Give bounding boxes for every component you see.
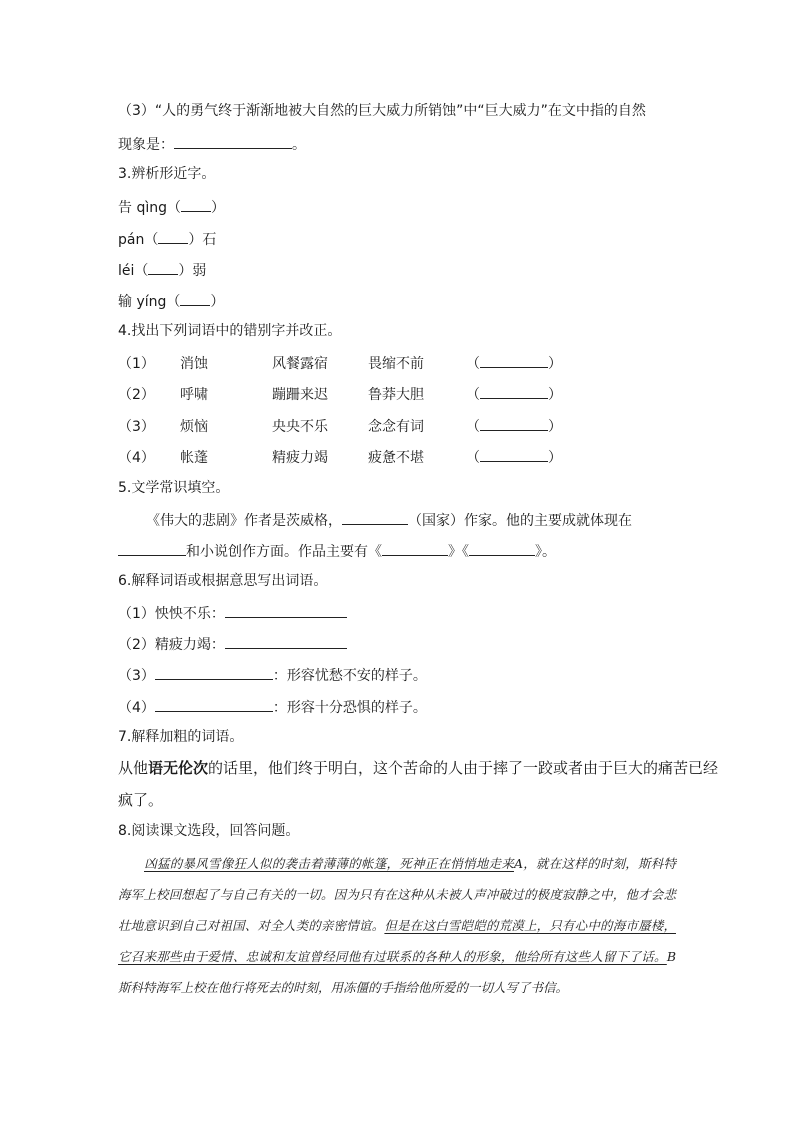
- q3-item-after: ）: [211, 200, 225, 216]
- q3-answer-blank[interactable]: [181, 196, 211, 212]
- q4-answer-blank[interactable]: [480, 415, 548, 431]
- q4-bracket-open: （: [466, 419, 480, 435]
- q6-item-4: [118, 696, 427, 718]
- q4-row-num: （1）: [118, 356, 155, 372]
- q4-bracket-close: ）: [548, 419, 562, 435]
- q5-text: （国家）作家。他的主要成就体现在: [408, 513, 632, 529]
- q4-bracket-open: （: [466, 450, 480, 466]
- q4-word: 鲁莽大胆: [368, 387, 424, 403]
- q7-title: 7.解释加粗的词语。: [118, 729, 244, 745]
- q6-item-3: [118, 664, 427, 686]
- q5-line-1: [146, 509, 632, 531]
- q3-item-3: [118, 259, 206, 281]
- q7-text: 从他: [118, 759, 149, 777]
- q5-text: 和小说创作方面。作品主要有《: [186, 544, 382, 560]
- q5-genre-blank[interactable]: [118, 540, 186, 556]
- q2-sub3-line2: [118, 133, 306, 155]
- q8-title: 8.阅读课文选段，回答问题。: [118, 823, 300, 839]
- q4-word: 帐蓬: [180, 450, 208, 466]
- q6-answer-blank[interactable]: [155, 664, 273, 680]
- passage-mark-b: B: [666, 949, 676, 964]
- q6-item-2: [118, 633, 347, 655]
- q3-item-after: ）弱: [178, 263, 207, 279]
- q4-bracket-close: ）: [548, 450, 562, 466]
- q4-title: 4.找出下列词语中的错别字并改正。: [118, 323, 342, 339]
- q6-item-text: 精疲力竭：: [154, 637, 225, 653]
- q4-bracket-open: （: [466, 387, 480, 403]
- q4-word: 消蚀: [180, 356, 208, 372]
- q5-title: 5.文学常识填空。: [118, 480, 230, 496]
- q6-item-text: ：形容忧愁不安的样子。: [272, 668, 427, 684]
- q3-item-4: [118, 290, 224, 312]
- passage-mark-a: A: [513, 856, 523, 871]
- q6-item-text: ：形容十分恐惧的样子。: [272, 700, 427, 716]
- q6-item-num: （3）: [118, 668, 155, 684]
- q3-title: 3.辨析形近字。: [118, 166, 216, 182]
- q4-word: 呼啸: [180, 387, 208, 403]
- q4-bracket-close: ）: [548, 387, 562, 403]
- q4-answer-blank[interactable]: [480, 352, 548, 368]
- q4-word: 央央不乐: [272, 419, 328, 435]
- q4-answer-blank[interactable]: [480, 446, 548, 462]
- q4-word: 畏缩不前: [368, 356, 424, 372]
- q2-suffix: 。: [292, 137, 306, 153]
- q3-answer-blank[interactable]: [158, 228, 188, 244]
- q2-prefix: 现象是：: [118, 137, 174, 153]
- q4-row-num: （4）: [118, 450, 155, 466]
- q3-item-1: [118, 196, 225, 218]
- q6-item-num: （2）: [118, 637, 155, 653]
- q3-item-2: [118, 228, 216, 250]
- q3-answer-blank[interactable]: [148, 259, 178, 275]
- q4-word: 精疲力竭: [272, 450, 328, 466]
- q4-word: 念念有词: [368, 419, 424, 435]
- passage-text: 斯科特海军上校在他行将死去的时刻，用冻僵的手指给他所爱的一切人写了书信。: [118, 980, 569, 995]
- q8-passage: [118, 848, 676, 1003]
- q5-work-blank[interactable]: [469, 540, 535, 556]
- q6-item-text: 怏怏不乐：: [154, 606, 225, 622]
- q3-item-before: 输 yíng（: [118, 294, 181, 310]
- q3-answer-blank[interactable]: [180, 290, 210, 306]
- q7-sentence-line-1: [118, 758, 718, 778]
- q7-sentence-line-2: 疯了。: [118, 791, 164, 809]
- underlined-sentence-a: 凶猛的暴风雪像狂人似的袭击着薄薄的帐篷，死神正在悄悄地走来: [144, 856, 514, 871]
- q7-text: 的话里，他们终于明白，这个苦命的人由于摔了一跤或者由于巨大的痛苦已经: [208, 759, 719, 777]
- q6-answer-blank[interactable]: [225, 602, 347, 618]
- q4-row-num: （2）: [118, 387, 155, 403]
- q6-answer-blank[interactable]: [225, 633, 347, 649]
- q3-item-before: 告 qìng（: [118, 200, 181, 216]
- q5-text: 》《: [448, 544, 469, 560]
- q4-row-num: （3）: [118, 419, 155, 435]
- q6-item-1: [118, 602, 347, 624]
- q5-country-blank[interactable]: [342, 509, 408, 525]
- q4-row-1: [118, 352, 562, 374]
- q3-item-after: ）: [210, 294, 225, 310]
- q5-text: 》。: [535, 544, 556, 560]
- q6-answer-blank[interactable]: [155, 696, 273, 712]
- q2-answer-blank[interactable]: [174, 133, 292, 149]
- q5-work-blank[interactable]: [382, 540, 448, 556]
- q6-title: 6.解释词语或根据意思写出词语。: [118, 573, 328, 589]
- underlined-sentence-b: 但是在这白雪皑皑的荒漠上，只有心中的海市蜃楼，它召来那些由于爱情、忠诚和友谊曾经同他有过联系的各种人的形象，他给所有这些人留下了话。: [118, 918, 676, 964]
- q3-item-before: léi（: [118, 263, 149, 279]
- q4-word: 蹦跚来迟: [272, 387, 328, 403]
- q4-word: 疲惫不堪: [368, 450, 424, 466]
- passage-text: ，就在这样的时刻，斯科特海军上校回想起了与自己有关的一切。因为只有在这种从未被人声冲破过的极度寂静之中，他才会悲壮地意识到自己对祖国、对全人类的亲密情谊。: [118, 856, 676, 933]
- q5-text: 《伟大的悲剧》作者是茨威格，: [146, 513, 342, 529]
- q6-item-num: （4）: [118, 700, 155, 716]
- q4-bracket-open: （: [466, 356, 480, 372]
- q4-row-2: [118, 383, 562, 405]
- q3-item-before: pán（: [118, 232, 159, 248]
- q4-row-3: [118, 415, 562, 437]
- q4-word: 烦恼: [180, 419, 208, 435]
- q2-sub3-line1: （3）“人的勇气终于渐渐地被大自然的巨大威力所销蚀”中“巨大威力”在文中指的自然: [118, 103, 646, 119]
- q4-answer-blank[interactable]: [480, 383, 548, 399]
- q6-item-num: （1）: [118, 606, 155, 622]
- q4-word: 风餐露宿: [272, 356, 328, 372]
- q7-bold-term: 语无伦次: [148, 759, 209, 777]
- q3-item-after: ）石: [188, 232, 217, 248]
- q4-row-4: [118, 446, 562, 468]
- q4-bracket-close: ）: [548, 356, 562, 372]
- q5-line-2: [118, 540, 556, 562]
